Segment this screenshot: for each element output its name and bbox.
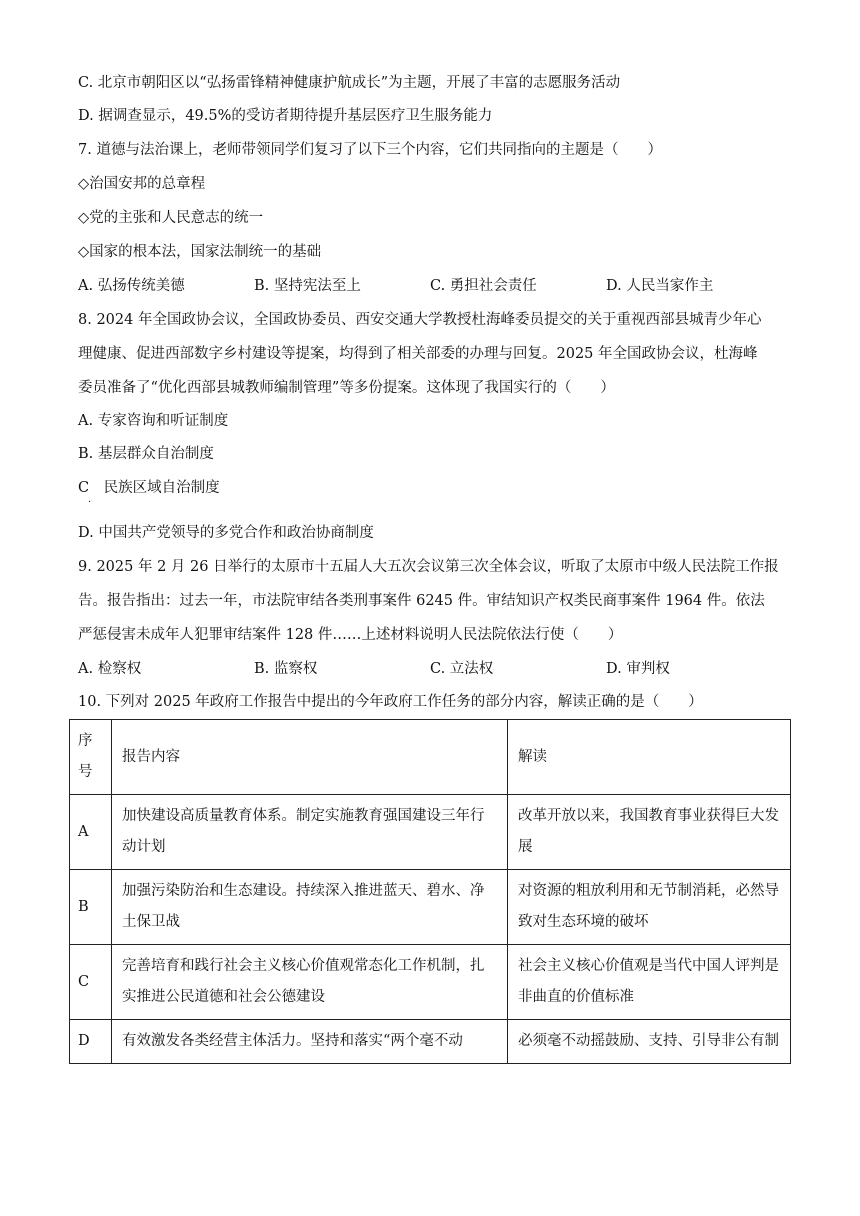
question-8-stem-line-1: 8. 2024 年全国政协会议，全国政协委员、西安交通大学教授杜海峰委员提交的关于重视西部县城青少年心 — [78, 312, 762, 328]
table-header-index: 序号 — [70, 720, 112, 795]
row-interpretation: 对资源的粗放利用和无节制消耗，必然导致对生态环境的破坏 — [508, 870, 791, 945]
question-10-stem: 10. 下列对 2025 年政府工作报告中提出的今年政府工作任务的部分内容，解读正确的是（ ） — [78, 694, 703, 710]
question-8-stem-line-3: 委员准备了“优化西部县城教师编制管理”等多份提案。这体现了我国实行的（ ） — [78, 380, 615, 396]
row-label: A — [70, 795, 112, 870]
question-9-stem-line-1: 9. 2025 年 2 月 26 日举行的太原市十五届人大五次会议第三次全体会议，听取了太原市中级人民法院工作报 — [78, 559, 779, 575]
q7-option-a[interactable]: A. 弘扬传统美德 — [78, 278, 185, 294]
row-label: C — [70, 945, 112, 1020]
row-report-content: 有效激发各类经营主体活力。坚持和落实“两个毫不动 — [112, 1020, 508, 1064]
table-row — [70, 1020, 791, 1064]
q7-option-b[interactable]: B. 坚持宪法至上 — [254, 278, 361, 294]
row-interpretation: 改革开放以来，我国教育事业获得巨大发展 — [508, 795, 791, 870]
question-7-item-2: ◇党的主张和人民意志的统一 — [78, 210, 264, 226]
question-9-stem-line-2: 告。报告指出：过去一年，市法院审结各类刑事案件 6245 件。审结知识产权类民商事案件 1964 件。依法 — [78, 593, 765, 609]
table-row — [70, 870, 791, 945]
question-7-item-3: ◇国家的根本法，国家法制统一的基础 — [78, 244, 322, 260]
table-header-interpretation: 解读 — [508, 720, 791, 795]
table-row — [70, 945, 791, 1020]
question-8-stem-line-2: 理健康、促进西部数字乡村建设等提案，均得到了相关部委的办理与回复。2025 年全国政协会议，杜海峰 — [78, 346, 758, 362]
row-label: B — [70, 870, 112, 945]
q9-option-a[interactable]: A. 检察权 — [78, 661, 142, 677]
q9-option-c[interactable]: C. 立法权 — [430, 661, 494, 677]
q8-option-b[interactable]: B. 基层群众自治制度 — [78, 446, 214, 462]
question-10-table — [69, 719, 791, 1064]
q7-option-c[interactable]: C. 勇担社会责任 — [430, 278, 537, 294]
table-header-row — [70, 720, 791, 795]
q9-option-d[interactable]: D. 审判权 — [606, 661, 670, 677]
row-label: D — [70, 1020, 112, 1064]
question-7-item-1: ◇治国安邦的总章程 — [78, 176, 206, 192]
q8-option-d[interactable]: D. 中国共产党领导的多党合作和政治协商制度 — [78, 525, 374, 541]
q8-option-a[interactable]: A. 专家咨询和听证制度 — [78, 413, 229, 429]
q7-option-d[interactable]: D. 人民当家作主 — [606, 278, 714, 294]
row-interpretation: 必须毫不动摇鼓励、支持、引导非公有制 — [508, 1020, 791, 1064]
row-interpretation: 社会主义核心价值观是当代中国人评判是非曲直的价值标准 — [508, 945, 791, 1020]
table-row — [70, 795, 791, 870]
row-report-content: 加快建设高质量教育体系。制定实施教育强国建设三年行动计划 — [112, 795, 508, 870]
question-7-stem: 7. 道德与法治课上，老师带领同学们复习了以下三个内容，它们共同指向的主题是（ ） — [78, 142, 662, 158]
prev-option-c: C. 北京市朝阳区以“弘扬雷锋精神健康护航成长”为主题，开展了丰富的志愿服务活动 — [78, 75, 621, 91]
stray-dot-mark: · — [88, 497, 92, 508]
table-header-content: 报告内容 — [112, 720, 508, 795]
q8-option-c[interactable]: C 民族区域自治制度 — [78, 480, 220, 496]
row-report-content: 加强污染防治和生态建设。持续深入推进蓝天、碧水、净土保卫战 — [112, 870, 508, 945]
question-9-stem-line-3: 严惩侵害未成年人犯罪审结案件 128 件……上述材料说明人民法院依法行使（ ） — [78, 627, 623, 643]
q9-option-b[interactable]: B. 监察权 — [254, 661, 318, 677]
prev-option-d: D. 据调查显示，49.5%的受访者期待提升基层医疗卫生服务能力 — [78, 108, 493, 124]
row-report-content: 完善培育和践行社会主义核心价值观常态化工作机制，扎实推进公民道德和社会公德建设 — [112, 945, 508, 1020]
